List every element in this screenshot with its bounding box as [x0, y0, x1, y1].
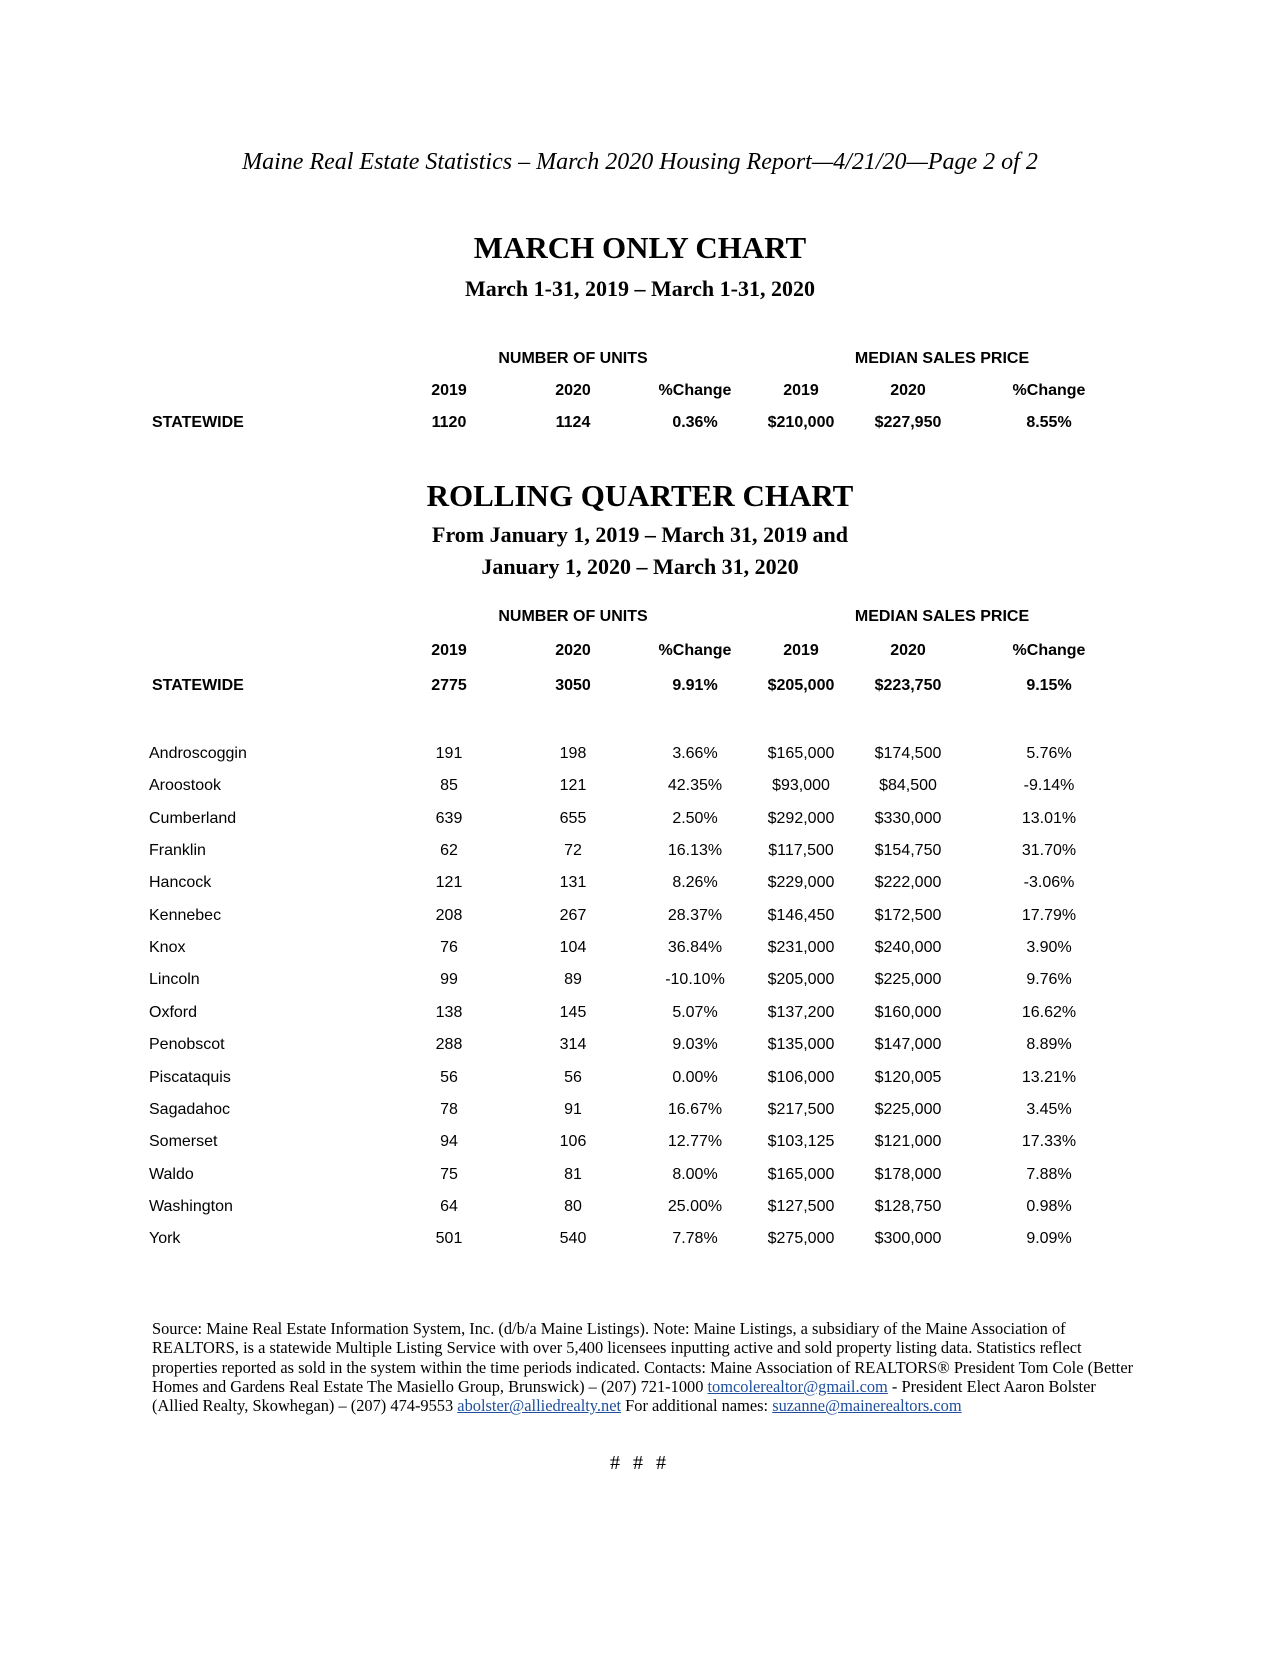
footer-note	[152, 1319, 1142, 1415]
units-group-header: NUMBER OF UNITS	[498, 608, 648, 625]
county-value: $300,000	[874, 1230, 942, 1248]
column-header: %Change	[1012, 382, 1086, 399]
county-value: $128,750	[874, 1197, 942, 1215]
county-value: $127,500	[767, 1197, 835, 1215]
county-name: Aroostook	[149, 777, 222, 795]
county-value: $240,000	[874, 939, 942, 957]
county-value: 3.45%	[1026, 1100, 1072, 1118]
county-name: Washington	[149, 1197, 233, 1215]
county-value: $106,000	[767, 1068, 835, 1086]
email-link-aaron-bolster[interactable]: abolster@alliedrealty.net	[457, 1396, 622, 1416]
county-name: Waldo	[149, 1165, 194, 1183]
county-value: $137,200	[767, 1003, 835, 1021]
statewide-value: $227,950	[874, 414, 942, 431]
county-name: Lincoln	[149, 971, 200, 989]
county-value: 16.62%	[1021, 1003, 1077, 1021]
county-name: Knox	[149, 939, 186, 957]
email-link-suzanne[interactable]: suzanne@mainerealtors.com	[772, 1396, 962, 1416]
county-value: 540	[559, 1230, 587, 1248]
county-value: 138	[435, 1003, 463, 1021]
county-value: 9.03%	[672, 1036, 718, 1054]
county-value: 80	[564, 1197, 582, 1215]
column-header: 2019	[431, 642, 467, 659]
column-header: 2020	[555, 382, 591, 399]
county-value: 16.67%	[667, 1100, 723, 1118]
county-value: $292,000	[767, 809, 835, 827]
county-value: 104	[559, 939, 587, 957]
county-value: -10.10%	[665, 971, 725, 989]
county-value: 12.77%	[667, 1133, 723, 1151]
county-value: 9.09%	[1026, 1230, 1072, 1248]
column-header: 2019	[431, 382, 467, 399]
county-value: 81	[564, 1165, 582, 1183]
column-header: 2020	[890, 382, 926, 399]
statewide-value: 0.36%	[672, 414, 718, 431]
county-name: Cumberland	[149, 809, 237, 827]
county-value: 16.13%	[667, 842, 723, 860]
statewide-value: 2775	[431, 677, 467, 694]
county-value: 5.76%	[1026, 745, 1072, 762]
statewide-value: $205,000	[767, 677, 835, 694]
county-value: 85	[440, 777, 458, 795]
county-value: 314	[559, 1036, 587, 1054]
county-value: 56	[564, 1068, 582, 1086]
end-mark: # # #	[610, 1452, 670, 1474]
county-value: 75	[440, 1165, 458, 1183]
statewide-label: STATEWIDE	[152, 414, 244, 431]
county-value: $174,500	[874, 745, 942, 762]
county-value: 106	[559, 1133, 587, 1151]
county-value: 8.26%	[672, 874, 718, 892]
county-value: $222,000	[874, 874, 942, 892]
rolling-chart-subtitle-line1: From January 1, 2019 – March 31, 2019 and	[432, 522, 848, 547]
county-value: 25.00%	[667, 1197, 723, 1215]
county-value: 62	[440, 842, 458, 860]
county-value: 7.78%	[672, 1230, 718, 1248]
column-header: %Change	[658, 642, 732, 659]
county-value: 17.33%	[1021, 1133, 1077, 1151]
email-link-tom-cole[interactable]: tomcolerealtor@gmail.com	[707, 1376, 888, 1396]
county-name: Franklin	[149, 842, 206, 860]
county-value: 8.00%	[672, 1165, 718, 1183]
county-value: 121	[435, 874, 463, 892]
county-value: $103,125	[767, 1133, 835, 1151]
county-value: 5.07%	[672, 1003, 718, 1021]
county-value: $120,005	[874, 1068, 942, 1086]
county-value: 121	[559, 777, 587, 795]
county-value: $84,500	[879, 777, 937, 795]
march-chart-subtitle: March 1-31, 2019 – March 1-31, 2020	[465, 276, 815, 301]
county-value: 7.88%	[1026, 1165, 1072, 1183]
county-value: 17.79%	[1021, 906, 1077, 924]
county-value: $135,000	[767, 1036, 835, 1054]
county-value: 501	[435, 1230, 463, 1248]
county-value: $330,000	[874, 809, 942, 827]
county-value: 78	[440, 1100, 458, 1118]
county-value: 267	[559, 906, 587, 924]
county-value: 9.76%	[1026, 971, 1072, 989]
column-header: 2020	[555, 642, 591, 659]
county-value: $205,000	[767, 971, 835, 989]
price-group-header: MEDIAN SALES PRICE	[854, 350, 1030, 367]
county-name: Androscoggin	[149, 745, 247, 762]
county-value: 198	[559, 745, 587, 762]
county-value: -3.06%	[1023, 874, 1075, 892]
county-value: 0.98%	[1026, 1197, 1072, 1215]
county-value: 191	[435, 745, 463, 762]
price-group-header: MEDIAN SALES PRICE	[854, 608, 1030, 625]
county-value: 145	[559, 1003, 587, 1021]
county-value: $178,000	[874, 1165, 942, 1183]
county-value: 72	[564, 842, 582, 860]
county-value: 91	[564, 1100, 582, 1118]
column-header: %Change	[1012, 642, 1086, 659]
county-value: $229,000	[767, 874, 835, 892]
units-group-header: NUMBER OF UNITS	[498, 350, 648, 367]
page-header: Maine Real Estate Statistics – March 2020 Housing Report—4/21/20—Page 2 of 2	[242, 149, 1038, 175]
county-value: $165,000	[767, 1165, 835, 1183]
county-value: 655	[559, 809, 587, 827]
county-value: 94	[440, 1133, 458, 1151]
county-name: York	[149, 1230, 181, 1248]
march-chart-title: MARCH ONLY CHART	[473, 230, 807, 265]
statewide-value: 3050	[555, 677, 591, 694]
statewide-value: 1124	[555, 414, 591, 431]
county-value: 13.01%	[1021, 809, 1077, 827]
county-value: 208	[435, 906, 463, 924]
footer-text-2: - President Elect Aaron Bolster (Allied Realty, Skowhegan) – (207) 474-9553	[152, 1376, 1096, 1416]
county-value: $160,000	[874, 1003, 942, 1021]
statewide-value: 9.15%	[1026, 677, 1072, 694]
county-value: 131	[559, 874, 587, 892]
county-value: $93,000	[772, 777, 830, 795]
county-value: 0.00%	[672, 1068, 718, 1086]
rolling-chart-subtitle-line2: January 1, 2020 – March 31, 2020	[481, 554, 799, 579]
county-value: 2.50%	[672, 809, 718, 827]
county-value: 28.37%	[667, 906, 723, 924]
footer-text-1: Source: Maine Real Estate Information System, Inc. (d/b/a Maine Listings). Note: Maine Listings, a subsidiary of the Maine Association of REALTORS, is a statewide Multiple Listing Service with over 5,400 licensees inputting active and sold property listing data. Statistics reflect properties reported as sold in the system within the time periods indicated. Contacts: Maine Association of REALTORS® President Tom Cole (Better Homes and Gardens Real Estate The Masiello Group, Brunswick) – (207) 721-1000	[152, 1319, 1134, 1396]
county-name: Penobscot	[149, 1036, 225, 1054]
county-value: 76	[440, 939, 458, 957]
county-value: $117,500	[768, 842, 834, 860]
county-value: 13.21%	[1021, 1068, 1077, 1086]
column-header: %Change	[658, 382, 732, 399]
county-value: $172,500	[874, 906, 942, 924]
column-header: 2019	[783, 642, 819, 659]
county-value: $154,750	[874, 842, 942, 860]
county-value: -9.14%	[1023, 777, 1075, 795]
county-value: $147,000	[874, 1036, 942, 1054]
county-value: 31.70%	[1021, 842, 1077, 860]
statewide-value: 9.91%	[672, 677, 718, 694]
county-value: $217,500	[767, 1100, 835, 1118]
county-name: Sagadahoc	[149, 1100, 230, 1118]
county-name: Somerset	[149, 1133, 218, 1151]
county-value: 36.84%	[667, 939, 723, 957]
county-value: $121,000	[874, 1133, 942, 1151]
county-value: $146,450	[767, 906, 835, 924]
county-value: $165,000	[767, 745, 835, 762]
county-value: 8.89%	[1026, 1036, 1072, 1054]
statewide-value: 1120	[431, 414, 467, 431]
county-value: 288	[435, 1036, 463, 1054]
column-header: 2020	[890, 642, 926, 659]
county-value: 42.35%	[667, 777, 723, 795]
county-value: 89	[564, 971, 582, 989]
county-name: Hancock	[149, 874, 212, 892]
county-value: 56	[440, 1068, 458, 1086]
county-value: 639	[435, 809, 463, 827]
county-value: 99	[440, 971, 458, 989]
county-name: Piscataquis	[149, 1068, 231, 1086]
statewide-value: $223,750	[874, 677, 942, 694]
county-name: Kennebec	[149, 906, 222, 924]
county-value: 3.90%	[1026, 939, 1072, 957]
rolling-chart-title: ROLLING QUARTER CHART	[426, 478, 854, 513]
county-value: $275,000	[767, 1230, 835, 1248]
statewide-value: 8.55%	[1026, 414, 1072, 431]
column-header: 2019	[783, 382, 819, 399]
county-value: $225,000	[874, 971, 942, 989]
footer-text-3: For additional names:	[621, 1396, 773, 1416]
county-value: 3.66%	[672, 745, 718, 762]
statewide-value: $210,000	[767, 414, 835, 431]
county-value: $231,000	[767, 939, 835, 957]
statewide-label: STATEWIDE	[152, 677, 244, 694]
county-value: $225,000	[874, 1100, 942, 1118]
county-value: 64	[440, 1197, 458, 1215]
county-name: Oxford	[149, 1003, 198, 1021]
